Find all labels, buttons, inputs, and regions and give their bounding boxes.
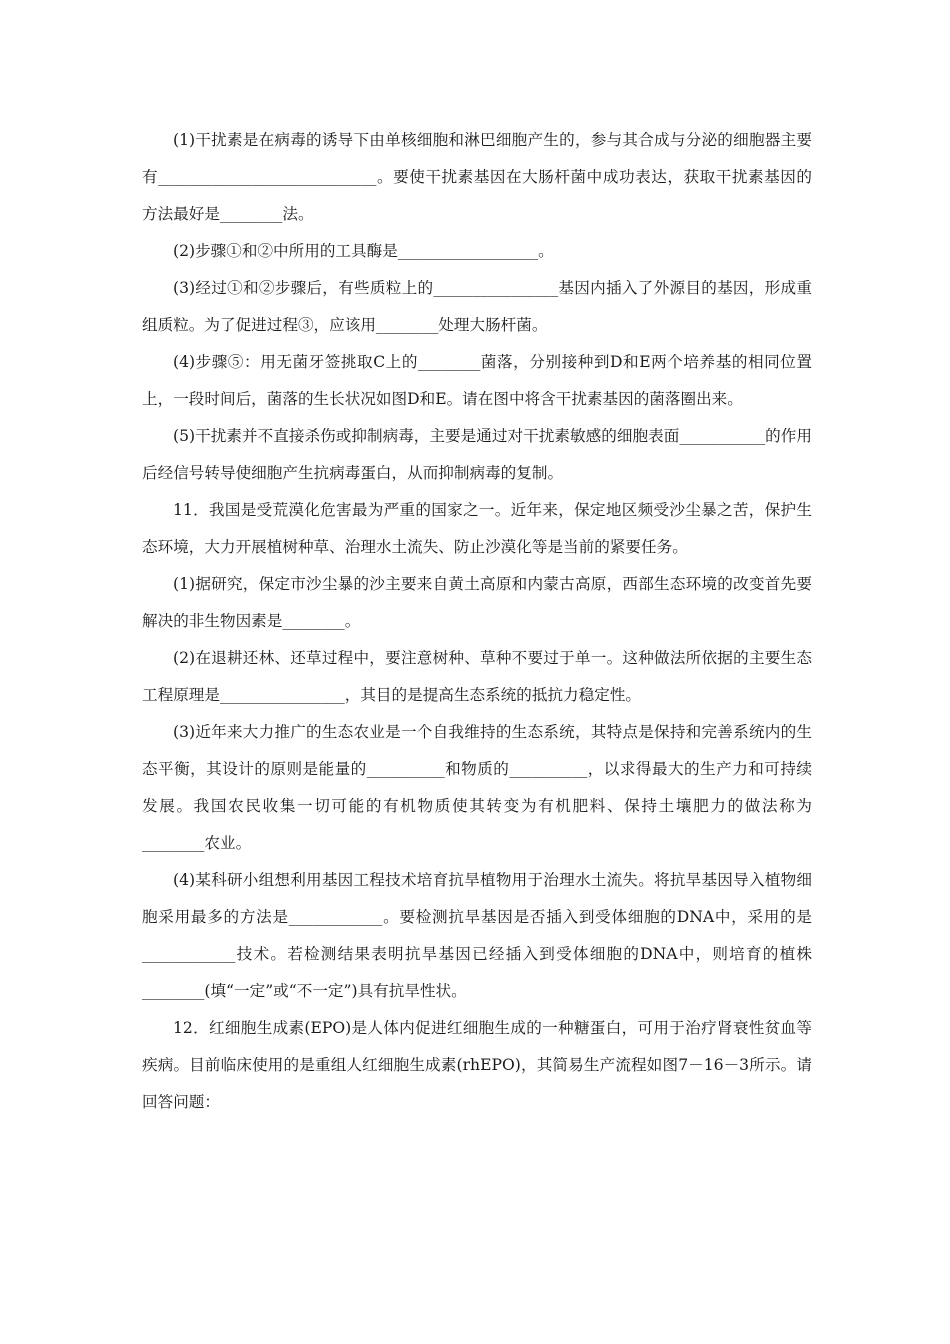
paragraph-q10-5: (5)干扰素并不直接杀伤或抑制病毒，主要是通过对干扰素敏感的细胞表面___________的作用后经信号转导使细胞产生抗病毒蛋白，从而抑制病毒的复制。 [142,427,812,482]
paragraph-q10-1: (1)干扰素是在病毒的诱导下由单核细胞和淋巴细胞产生的，参与其合成与分泌的细胞器主要有____________________________。要使干扰素基因在大肠杆菌中成功表达，获取干扰素基因的方法最好是________法。 [142,131,812,223]
paragraph-q11-stem: 11．我国是受荒漠化危害最为严重的国家之一。近年来，保定地区频受沙尘暴之苦，保护生态环境，大力开展植树种草、治理水土流失、防止沙漠化等是当前的紧要任务。 [142,501,812,556]
paragraph-q11-3: (3)近年来大力推广的生态农业是一个自我维持的生态系统，其特点是保持和完善系统内的生态平衡，其设计的原则是能量的__________和物质的__________，以求得最大的生产力和可持续发展。我国农民收集一切可能的有机物质使其转变为有机肥料、保持土壤肥力的做法称为________农业。 [142,723,812,852]
paragraph-q10-4: (4)步骤⑤：用无菌牙签挑取C上的________菌落，分别接种到D和E两个培养基的相同位置上，一段时间后，菌落的生长状况如图D和E。请在图中将含干扰素基因的菌落圈出来。 [142,353,812,408]
paragraph-q12-stem: 12．红细胞生成素(EPO)是人体内促进红细胞生成的一种糖蛋白，可用于治疗肾衰性贫血等疾病。目前临床使用的是重组人红细胞生成素(rhEPO)，其简易生产流程如图7－16－3所示。请回答问题： [142,1019,812,1111]
paragraph-q11-4: (4)某科研小组想利用基因工程技术培育抗旱植物用于治理水土流失。将抗旱基因导入植物细胞采用最多的方法是____________。要检测抗旱基因是否插入到受体细胞的DNA中，采用的是____________技术。若检测结果表明抗旱基因已经插入到受体细胞的DNA中，则培育的植株________(填“一定”或“不一定”)具有抗旱性状。 [142,871,812,1000]
document-body [142,122,812,1121]
paragraph-q11-1: (1)据研究，保定市沙尘暴的沙主要来自黄土高原和内蒙古高原，西部生态环境的改变首先要解决的非生物因素是________。 [142,575,812,630]
paragraph-q11-2: (2)在退耕还林、还草过程中，要注意树种、草种不要过于单一。这种做法所依据的主要生态工程原理是________________，其目的是提高生态系统的抵抗力稳定性。 [142,649,812,704]
paragraph-q10-2: (2)步骤①和②中所用的工具酶是__________________。 [173,242,554,260]
paragraph-q10-3: (3)经过①和②步骤后，有些质粒上的________________基因内插入了外源目的基因，形成重组质粒。为了促进过程③，应该用________处理大肠杆菌。 [142,279,812,334]
